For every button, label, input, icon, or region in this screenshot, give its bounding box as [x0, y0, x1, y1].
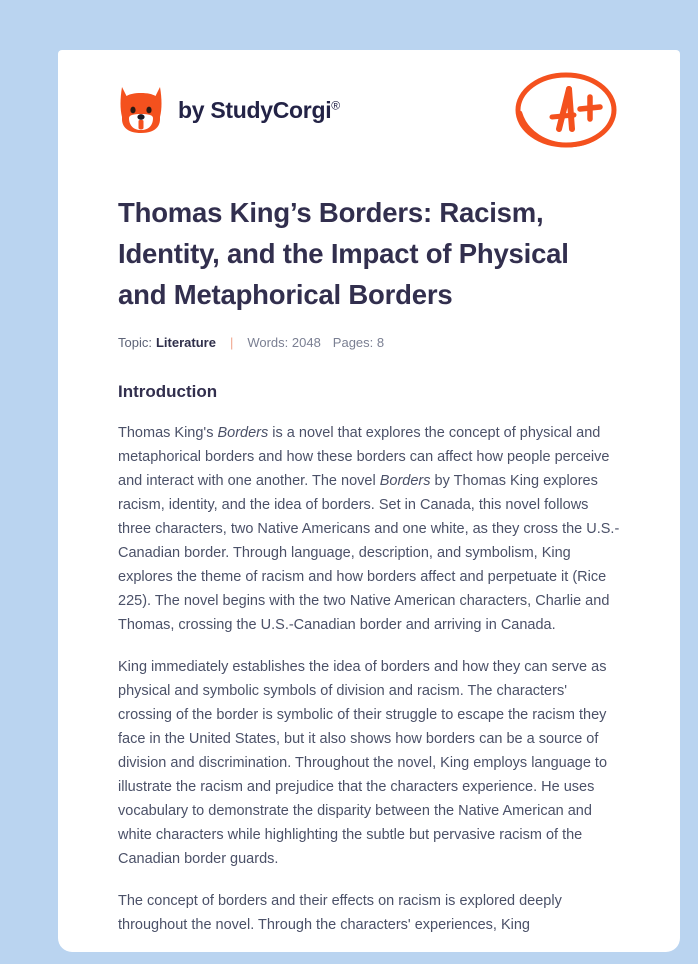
- document-body: [118, 421, 620, 937]
- text-run: Thomas King's: [118, 425, 218, 441]
- section-heading-introduction: Introduction: [118, 382, 218, 401]
- a-plus-grade-badge-icon: [512, 67, 620, 153]
- document-header: [118, 50, 620, 160]
- body-paragraph: [118, 655, 620, 871]
- book-title-emphasis: Borders: [217, 425, 269, 441]
- document-metadata: [118, 335, 620, 350]
- brand-name-text: [178, 97, 340, 124]
- brand-prefix: by: [178, 96, 211, 123]
- text-run: King immediately establishes the idea of borders and how they can serve as physical and symbolic symbols of division and racism. The characters' crossing of the border is symbolic of their struggle to escape the racism they face in the United States, but it also shows how borders can be a source of division and discrimination. Throughout the novel, King employs language to illustrate the racism and prejudice that the characters experience. He uses vocabulary to demonstrate the disparity between the Native American and white characters while highlighting the subtle but pervasive racism of the Canadian border guards.: [118, 659, 608, 867]
- meta-separator: |: [229, 335, 234, 350]
- text-run: by Thomas King explores racism, identity, and the idea of borders. Set in Canada, this novel follows three characters, two Native Americans and one white, as they cross the U.S.-Canadian border. Through language, description, and symbolism, King explores the theme of racism and how borders affect and perpetuate it (Rice 225). The novel begins with the two Native American characters, Charlie and Thomas, crossing the U.S.-Canadian border and arriving in Canada.: [118, 473, 620, 633]
- book-title-emphasis: Borders: [379, 473, 431, 489]
- studycorgi-brand[interactable]: [118, 85, 340, 135]
- word-count: Words: 2048: [247, 335, 321, 350]
- page-count: Pages: 8: [332, 335, 385, 350]
- body-paragraph: [118, 421, 620, 637]
- brand-label: StudyCorgi: [210, 96, 332, 123]
- text-run: is a novel that explores the concept of physical and metaphorical borders and how these borders can affect how people perceive and interact with one another. The novel: [118, 425, 610, 489]
- body-paragraph: [118, 889, 620, 937]
- document-page-sheet: [58, 50, 680, 952]
- text-run: The concept of borders and their effects on racism is explored deeply throughout the novel. Through the characters' experiences, King: [118, 893, 562, 933]
- page-title: Thomas King’s Borders: Racism, Identity, and the Impact of Physical and Metaphorical Borders: [118, 197, 569, 310]
- registered-trademark-icon: ®: [331, 97, 340, 112]
- topic-value[interactable]: Literature: [155, 335, 216, 350]
- corgi-face-icon: [118, 85, 164, 135]
- topic-label: Topic:: [118, 335, 152, 350]
